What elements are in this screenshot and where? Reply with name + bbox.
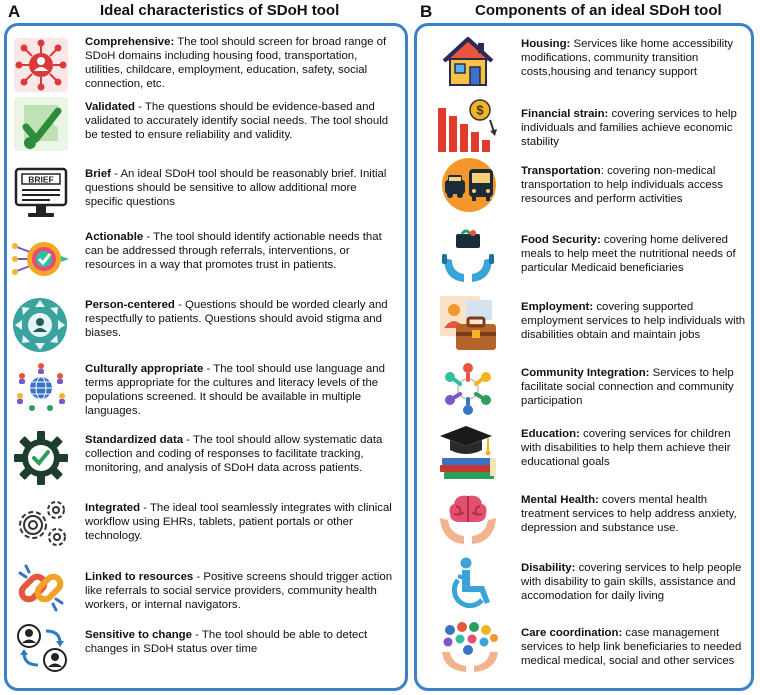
- chain-link-icon: [16, 563, 66, 613]
- item-description: The tool should screen for broad range of SDoH domains including housing food, transportation, utilities, childcare, employment, education, safety, social connection, etc.: [85, 36, 387, 90]
- declining-chart-icon: [436, 98, 500, 154]
- item-text: [521, 300, 749, 342]
- panel-a-title: Ideal characteristics of SDoH tool: [100, 2, 340, 19]
- item-text: [521, 107, 749, 149]
- item-text: [521, 561, 749, 603]
- target-check-icon: [12, 232, 70, 286]
- item-text: [85, 35, 395, 91]
- item-description: - Questions should be worded clearly and respectfully to patients. Questions should avoid stigma and biases.: [85, 299, 388, 339]
- network-person-icon: [14, 38, 68, 92]
- panel-a-letter: A: [8, 2, 21, 21]
- brain-hands-icon: [438, 490, 498, 548]
- item-description: - Positive screens should trigger action like referrals to social service providers, community health workers, or internal navigators.: [85, 571, 393, 611]
- graduation-books-icon: [436, 424, 500, 482]
- care-network-icon: [440, 622, 500, 674]
- item-text: [521, 164, 749, 206]
- item-text: [85, 230, 395, 272]
- item-text: [521, 427, 749, 469]
- item-description: - The tool should be able to detect changes in SDoH status over time: [85, 629, 368, 655]
- panel-b-title: Components of an ideal SDoH tool: [475, 2, 722, 19]
- item-text: [85, 570, 395, 612]
- wheelchair-icon: [440, 556, 496, 614]
- item-description: covering services to help individuals and families achieve economic stability: [521, 108, 737, 148]
- item-text: [85, 501, 395, 543]
- car-bus-icon: [436, 157, 502, 213]
- item-text: [521, 233, 749, 275]
- briefcase-person-icon: [438, 294, 498, 354]
- item-term: Comprehensive:: [85, 36, 175, 48]
- item-description: - An ideal SDoH tool should be reasonably brief. Initial questions should be sensitive to allow additional more specific questions: [85, 168, 387, 208]
- item-description: Services like home accessibility modifications, community transition costs,housing and tenancy support: [521, 38, 734, 78]
- item-term: Housing:: [521, 38, 571, 50]
- item-term: Brief: [85, 168, 111, 180]
- item-text: [85, 362, 395, 418]
- item-description: - The tool should identify actionable needs that can be addressed through referrals, interventions, or resources in a way that promotes trust in patients.: [85, 231, 382, 271]
- item-text: [85, 298, 395, 340]
- item-text: [85, 167, 395, 209]
- svg-text:$: $: [476, 102, 484, 118]
- item-term: Standardized data: [85, 434, 184, 446]
- item-description: covering services to help people with disability to gain skills, assistance and accomodation for daily living: [521, 562, 742, 602]
- item-term: Food Security:: [521, 234, 601, 246]
- item-term: Disability:: [521, 562, 576, 574]
- item-term: Education:: [521, 428, 580, 440]
- item-text: [521, 366, 749, 408]
- gears-icon: [13, 497, 69, 549]
- item-text: [521, 493, 749, 535]
- item-term: Mental Health:: [521, 494, 599, 506]
- item-description: covering services for children with disabilities to help them achieve their educational goals: [521, 428, 731, 468]
- item-text: [521, 626, 749, 668]
- item-term: Transportation: [521, 165, 601, 177]
- house-icon: [440, 35, 496, 89]
- brief-monitor-icon: [14, 165, 68, 219]
- item-description: Services to help facilitate social connection and community participation: [521, 367, 734, 407]
- hands-food-icon: [440, 228, 496, 286]
- panel-b-letter: B: [420, 2, 433, 21]
- item-term: Community Integration:: [521, 367, 650, 379]
- item-description: - The ideal tool seamlessly integrates with clinical workflow using EHRs, tablets, patient portals or other technology.: [85, 502, 392, 542]
- svg-text:BRIEF: BRIEF: [28, 174, 54, 185]
- item-term: Actionable: [85, 231, 144, 243]
- item-term: Culturally appropriate: [85, 363, 204, 375]
- people-exchange-icon: [16, 623, 68, 673]
- person-center-icon: [12, 297, 68, 353]
- gear-check-icon: [13, 430, 69, 486]
- item-text: [85, 628, 395, 656]
- item-term: Employment:: [521, 301, 594, 313]
- item-term: Person-centered: [85, 299, 175, 311]
- item-term: Care coordination:: [521, 627, 623, 639]
- item-description: covers mental health treatment services to help address anxiety, depression and substance use.: [521, 494, 737, 534]
- item-term: Validated: [85, 101, 136, 113]
- globe-people-icon: [14, 360, 68, 414]
- item-description: covering supported employment services to help individuals with disabilities obtain and maintain jobs: [521, 301, 746, 341]
- item-description: case management services to help link beneficiaries to needed medical medical, social and other services: [521, 627, 742, 667]
- item-text: [521, 37, 749, 79]
- item-description: - The tool should allow systematic data collection and coding of responses to facilitate tracking, monitoring, and analysis of SDoH data across patients.: [85, 434, 383, 474]
- item-description: : covering non-medical transportation to help individuals access resources and perform activities: [521, 165, 723, 205]
- item-text: [85, 433, 395, 475]
- item-term: Linked to resources: [85, 571, 194, 583]
- item-description: - The tool should use language and terms appropriate for the cultures and literacy levels of the populations screened. It should be available in multiple languages.: [85, 363, 385, 417]
- community-circle-icon: [440, 362, 496, 416]
- item-term: Financial strain:: [521, 108, 609, 120]
- item-description: covering home delivered meals to help meet the nutritional needs of particular Medicaid beneficiaries: [521, 234, 736, 274]
- item-text: [85, 100, 395, 142]
- item-term: Integrated: [85, 502, 141, 514]
- item-term: Sensitive to change: [85, 629, 192, 641]
- checkmark-puzzle-icon: [14, 97, 68, 151]
- item-description: - The questions should be evidence-based and validated to accurately identify social needs. The tool should be tested to ensure reliability and validity.: [85, 101, 389, 141]
